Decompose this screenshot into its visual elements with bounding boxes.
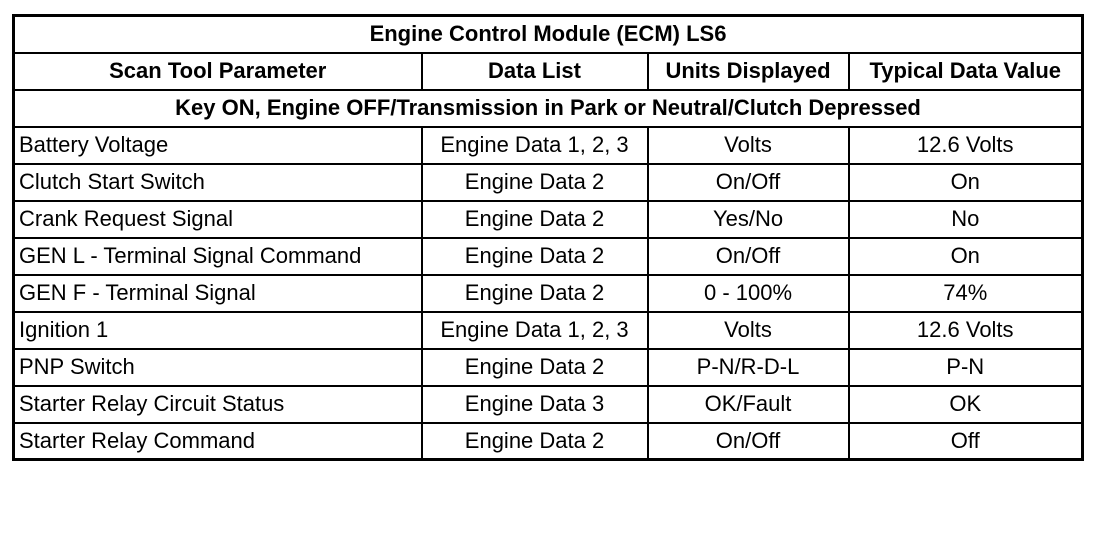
units-cell: Volts <box>648 127 849 164</box>
units-cell: 0 - 100% <box>648 275 849 312</box>
typical-value-cell: On <box>849 164 1083 201</box>
data-list-cell: Engine Data 3 <box>422 386 648 423</box>
table-header-row <box>14 53 1083 90</box>
table-row <box>14 386 1083 423</box>
units-cell: Volts <box>648 312 849 349</box>
parameter-cell: Ignition 1 <box>14 312 422 349</box>
typical-value-cell: OK <box>849 386 1083 423</box>
data-list-cell: Engine Data 2 <box>422 238 648 275</box>
data-list-cell: Engine Data 2 <box>422 349 648 386</box>
units-cell: OK/Fault <box>648 386 849 423</box>
typical-value-cell: No <box>849 201 1083 238</box>
data-list-cell: Engine Data 2 <box>422 164 648 201</box>
typical-value-cell: P-N <box>849 349 1083 386</box>
ecm-data-table <box>12 14 1084 461</box>
data-list-cell: Engine Data 2 <box>422 423 648 460</box>
typical-value-cell: 74% <box>849 275 1083 312</box>
units-cell: P-N/R-D-L <box>648 349 849 386</box>
table-row <box>14 275 1083 312</box>
units-cell: On/Off <box>648 238 849 275</box>
data-rows <box>14 127 1083 460</box>
table-row <box>14 238 1083 275</box>
table-title-row <box>14 16 1083 53</box>
condition-row <box>14 90 1083 127</box>
data-list-cell: Engine Data 2 <box>422 275 648 312</box>
units-cell: On/Off <box>648 423 849 460</box>
parameter-cell: Crank Request Signal <box>14 201 422 238</box>
table-row <box>14 164 1083 201</box>
units-cell: On/Off <box>648 164 849 201</box>
table-row <box>14 423 1083 460</box>
table-row <box>14 127 1083 164</box>
typical-value-cell: On <box>849 238 1083 275</box>
parameter-cell: GEN F - Terminal Signal <box>14 275 422 312</box>
typical-value-cell: 12.6 Volts <box>849 127 1083 164</box>
typical-value-cell: Off <box>849 423 1083 460</box>
header-scan-tool-parameter: Scan Tool Parameter <box>14 53 422 90</box>
parameter-cell: Battery Voltage <box>14 127 422 164</box>
parameter-cell: Clutch Start Switch <box>14 164 422 201</box>
units-cell: Yes/No <box>648 201 849 238</box>
table-row <box>14 349 1083 386</box>
table-row <box>14 312 1083 349</box>
header-units-displayed: Units Displayed <box>648 53 849 90</box>
table-row <box>14 201 1083 238</box>
parameter-cell: GEN L - Terminal Signal Command <box>14 238 422 275</box>
parameter-cell: Starter Relay Circuit Status <box>14 386 422 423</box>
table-title: Engine Control Module (ECM) LS6 <box>14 16 1083 53</box>
typical-value-cell: 12.6 Volts <box>849 312 1083 349</box>
condition-label: Key ON, Engine OFF/Transmission in Park or Neutral/Clutch Depressed <box>14 90 1083 127</box>
data-list-cell: Engine Data 1, 2, 3 <box>422 127 648 164</box>
data-list-cell: Engine Data 2 <box>422 201 648 238</box>
data-list-cell: Engine Data 1, 2, 3 <box>422 312 648 349</box>
parameter-cell: PNP Switch <box>14 349 422 386</box>
header-data-list: Data List <box>422 53 648 90</box>
parameter-cell: Starter Relay Command <box>14 423 422 460</box>
header-typical-data-value: Typical Data Value <box>849 53 1083 90</box>
